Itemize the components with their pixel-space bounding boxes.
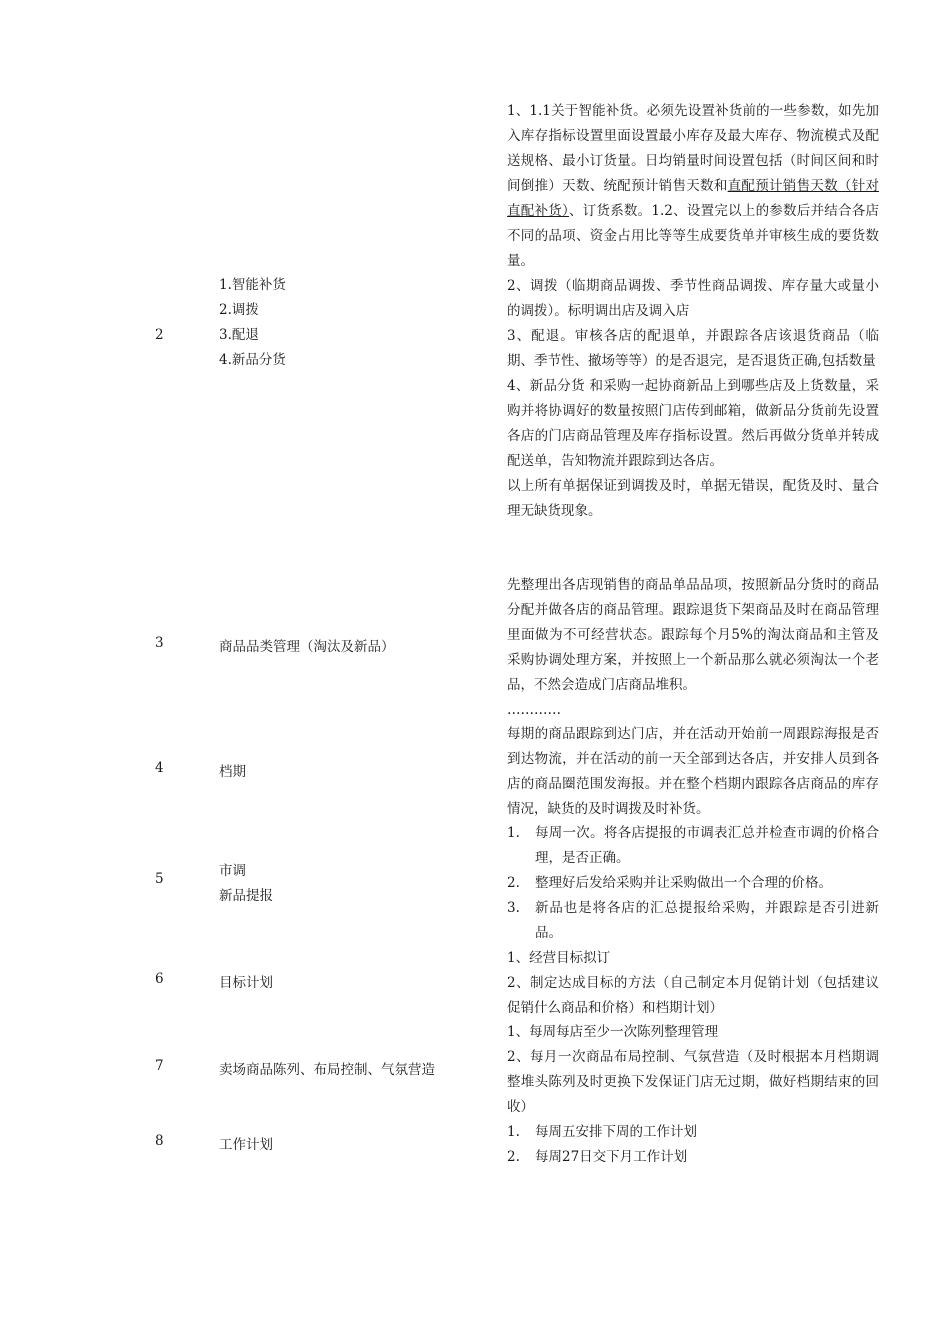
row-number: 6 [155,971,164,987]
content-paragraph: 每期的商品跟踪到达门店，并在活动开始前一周跟踪海报是否到达物流，并在活动的前一天全部到达各店，并安排人员到各店的商品圈范围发海报。并在整个档期内跟踪各店商品的库存情况，缺货的及时调拨及时补货。 [507,726,879,817]
list-marker: 2. [507,875,520,891]
row-content [507,573,879,723]
row-title [219,273,489,373]
list-item [507,871,879,896]
content-paragraph: 1、每周每店至少一次陈列整理管理 [507,1024,719,1040]
list-item [507,896,879,946]
list-marker: 2. [507,1149,520,1165]
list-marker: 1. [507,1124,520,1140]
row-content [507,722,879,822]
content-paragraph: 2、调拨（临期商品调拨、季节性商品调拨、库存量大或量小的调拨）。标明调出店及调入店 [507,278,879,319]
list-marker: 3. [507,900,520,916]
content-paragraph: 2、制定达成目标的方法（自己制定本月促销计划（包括建议促销什么商品和价格）和档期计划） [507,975,879,1016]
content-paragraph: 4、新品分货 和采购一起协商新品上到哪些店及上货数量，采购并将协调好的数量按照门店传到邮箱，做新品分货前先设置各店的门店商品管理及库存指标设置。然后再做分货单并转成配送单，告知物流并跟踪到达各店。 [507,378,879,469]
list-marker: 1. [507,825,520,841]
list-text: 每周27日交下月工作计划 [535,1149,688,1165]
row-content [507,1120,879,1170]
row-title [219,859,489,909]
row-number: 5 [155,871,164,887]
content-paragraph: 3、配退。审核各店的配退单，并跟踪各店该退货商品（临期、季节性、撤场等等）的是否退完，是否退货正确,包括数量 [507,328,879,369]
row-title: 工作计划 [219,1137,273,1153]
list-item [507,1145,879,1170]
content-paragraph: ………… [507,702,561,718]
content-paragraph: 1、经营目标拟订 [507,950,611,966]
row-number: 4 [155,760,164,776]
row-number: 3 [155,635,164,651]
row-title: 商品品类管理（淘汰及新品） [219,639,395,655]
row-content [507,821,879,946]
row-title: 卖场商品陈列、布局控制、气氛营造 [219,1062,435,1078]
content-paragraph: 1、1.1关于智能补货。必须先设置补货前的一些参数，如先加入库存指标设置里面设置最小库存及最大库存、物流模式及配送规格、最小订货量。日均销量时间设置包括（时间区间和时间倒推）天数、统配预计销售天数和直配预计销售天数（针对直配补货）、订货系数。1.2、设置完以上的参数后并结合各店不同的品项、资金占用比等等生成要货单并审核生成的要货数量。 [507,103,880,269]
title-line: 4.新品分货 [219,352,286,368]
list-text: 每周五安排下周的工作计划 [535,1124,697,1140]
row-number: 2 [155,327,164,343]
row-title: 目标计划 [219,975,273,991]
row-content [507,946,879,1021]
row-content [507,99,879,524]
title-line: 2.调拨 [219,302,259,318]
list-text: 整理好后发给采购并让采购做出一个合理的价格。 [535,875,832,891]
title-line: 市调 [219,863,246,879]
title-line: 3.配退 [219,327,259,343]
list-text: 新品也是将各店的汇总提报给采购，并跟踪是否引进新品。 [535,900,879,941]
row-content [507,1020,879,1120]
content-paragraph: 2、每月一次商品布局控制、气氛营造（及时根据本月档期调整堆头陈列及时更换下发保证门店无过期，做好档期结束的回收） [507,1049,879,1115]
title-line: 新品提报 [219,888,273,904]
list-text: 每周一次。将各店提报的市调表汇总并检查市调的价格合理，是否正确。 [535,825,879,866]
list-item [507,821,879,871]
row-number: 7 [155,1058,164,1074]
content-paragraph: 以上所有单据保证到调拨及时，单据无错误，配货及时、量合理无缺货现象。 [507,478,879,519]
row-title: 档期 [219,764,246,780]
list-item [507,1120,879,1145]
content-paragraph: 先整理出各店现销售的商品单品品项，按照新品分货时的商品分配并做各店的商品管理。跟踪退货下架商品及时在商品管理里面做为不可经营状态。跟踪每个月5%的淘汰商品和主管及采购协调处理方案，并按照上一个新品那么就必须淘汰一个老品，不然会造成门店商品堆积。 [507,577,879,693]
row-number: 8 [155,1133,164,1149]
underlined-text: 直配预计销售天数（针对直配补货） [507,178,880,219]
title-line: 1.智能补货 [219,277,286,293]
